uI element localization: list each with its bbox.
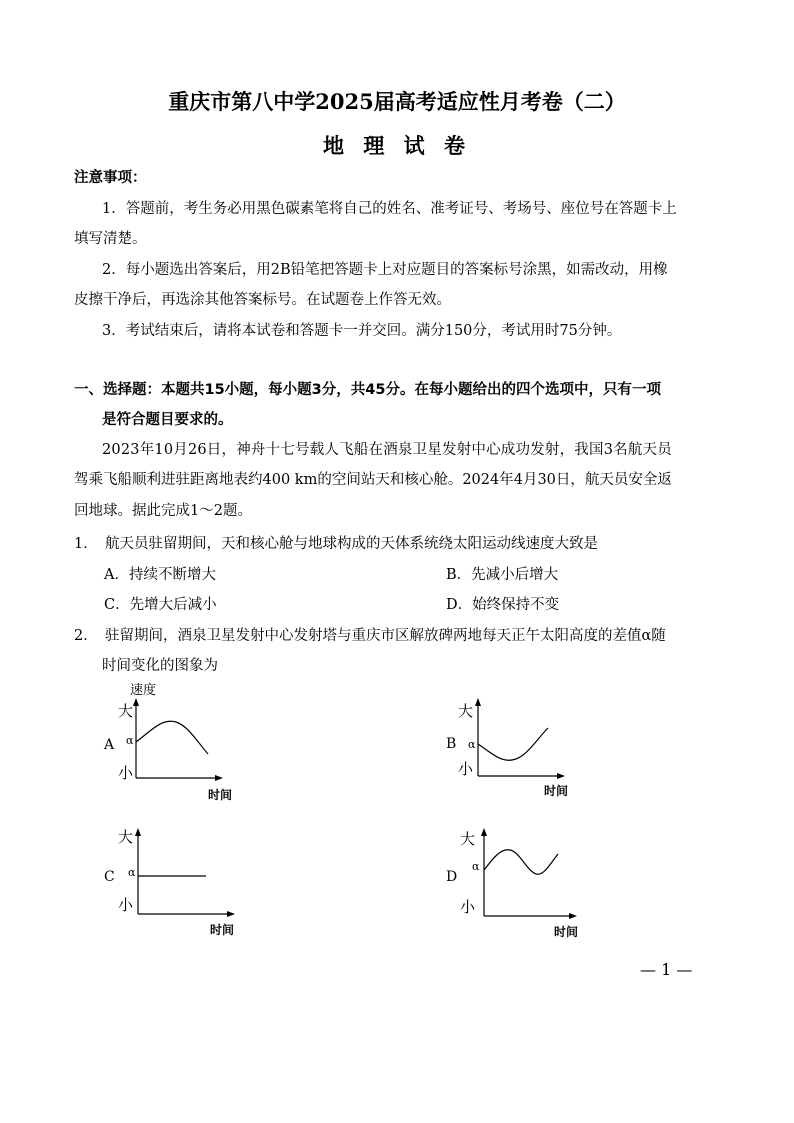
graph-a-curve xyxy=(136,721,208,754)
graph-a-ymin: 小 xyxy=(118,764,134,782)
graph-c-xlabel: 时间 xyxy=(210,923,235,937)
exam-title: 重庆市第八中学2025届高考适应性月考卷（二） xyxy=(168,89,626,114)
graph-a-ylabel: 速度 xyxy=(130,683,157,698)
graph-c-ymin: 小 xyxy=(118,896,134,914)
notice-heading: 注意事项： xyxy=(74,170,147,186)
graph-c-x-arrow xyxy=(227,911,235,917)
graph-c-option-label: C xyxy=(104,869,115,885)
question-1-stem: 1． 航天员驻留期间，天和核心舱与地球构成的天体系统绕太阳运动线速度大致是 xyxy=(74,536,598,552)
graph-a-x-arrow xyxy=(215,775,223,781)
graph-b-curve xyxy=(478,728,548,760)
question-2-stem-line-1: 2． 驻留期间，酒泉卫星发射中心发射塔与重庆市区解放碑两地每天正午太阳高度的差值α随 xyxy=(74,628,666,644)
graph-c-alpha: α xyxy=(128,866,136,879)
graph-d-ymin: 小 xyxy=(460,898,476,916)
graph-a-svg xyxy=(100,680,240,805)
graph-b-x-arrow xyxy=(557,773,565,779)
graph-option-d xyxy=(440,824,590,944)
question-2-stem-line-2: 时间变化的图象为 xyxy=(102,658,218,674)
graph-b-xlabel: 时间 xyxy=(544,784,569,798)
graph-b-alpha: α xyxy=(468,738,476,751)
notice-item-1-line-2: 填写清楚。 xyxy=(74,231,147,247)
graph-b-ymax: 大 xyxy=(458,702,474,720)
graph-option-b xyxy=(440,690,580,805)
graph-a-y-arrow xyxy=(133,698,139,706)
question-1-option-d: D．始终保持不变 xyxy=(446,597,560,613)
graph-c-ymax: 大 xyxy=(118,828,134,846)
passage-line-1: 2023年10月26日，神舟十七号载人飞船在酒泉卫星发射中心成功发射，我国3名航天员 xyxy=(102,442,672,458)
graph-c-svg xyxy=(100,824,250,944)
question-1-option-c: C．先增大后减小 xyxy=(104,597,217,613)
section-heading-line-2: 是符合题目要求的。 xyxy=(102,412,233,428)
graph-d-option-label: D xyxy=(446,869,458,885)
graph-a-ymax: 大 xyxy=(118,702,134,720)
exam-subtitle: 地 理 试 卷 xyxy=(323,133,471,158)
graph-d-curve xyxy=(484,850,558,874)
graph-a-option-label: A xyxy=(104,737,115,753)
graph-c-y-arrow xyxy=(135,828,141,836)
graph-a-alpha: α xyxy=(126,734,134,747)
graph-b-ymin: 小 xyxy=(458,760,474,778)
passage-line-3: 回地球。据此完成1～2题。 xyxy=(74,503,252,519)
graph-b-y-arrow xyxy=(475,698,481,706)
graph-b-option-label: B xyxy=(446,736,457,752)
graph-d-x-arrow xyxy=(569,913,577,919)
notice-item-2-line-2: 皮擦干净后，再选涂其他答案标号。在试题卷上作答无效。 xyxy=(74,292,451,308)
graph-b-svg xyxy=(440,690,580,805)
graph-d-xlabel: 时间 xyxy=(554,925,579,939)
graph-option-a xyxy=(100,680,240,805)
notice-item-1-line-1: 1．答题前，考生务必用黑色碳素笔将自己的姓名、准考证号、考场号、座位号在答题卡上 xyxy=(102,201,677,217)
section-heading-line-1: 一、选择题：本题共15小题，每小题3分，共45分。在每小题给出的四个选项中，只有一项 xyxy=(74,382,661,398)
graph-a-xlabel: 时间 xyxy=(208,788,233,802)
passage-line-2: 驾乘飞船顺利进驻距离地表约400 km的空间站天和核心舱。2024年4月30日，航天员安全返 xyxy=(74,472,672,488)
page-number: — 1 — xyxy=(640,960,693,979)
question-1-option-b: B．先减小后增大 xyxy=(446,567,559,583)
graph-d-ymax: 大 xyxy=(460,830,476,848)
graph-d-svg xyxy=(440,824,590,944)
graph-d-alpha: α xyxy=(472,860,480,873)
notice-item-3-line-1: 3．考试结束后，请将本试卷和答题卡一并交回。满分150分，考试用时75分钟。 xyxy=(102,323,622,339)
notice-item-2-line-1: 2．每小题选出答案后，用2B铅笔把答题卡上对应题目的答案标号涂黑，如需改动，用橡 xyxy=(102,262,668,278)
question-1-option-a: A．持续不断增大 xyxy=(104,567,216,583)
graph-d-y-arrow xyxy=(481,828,487,836)
graph-option-c xyxy=(100,824,250,944)
